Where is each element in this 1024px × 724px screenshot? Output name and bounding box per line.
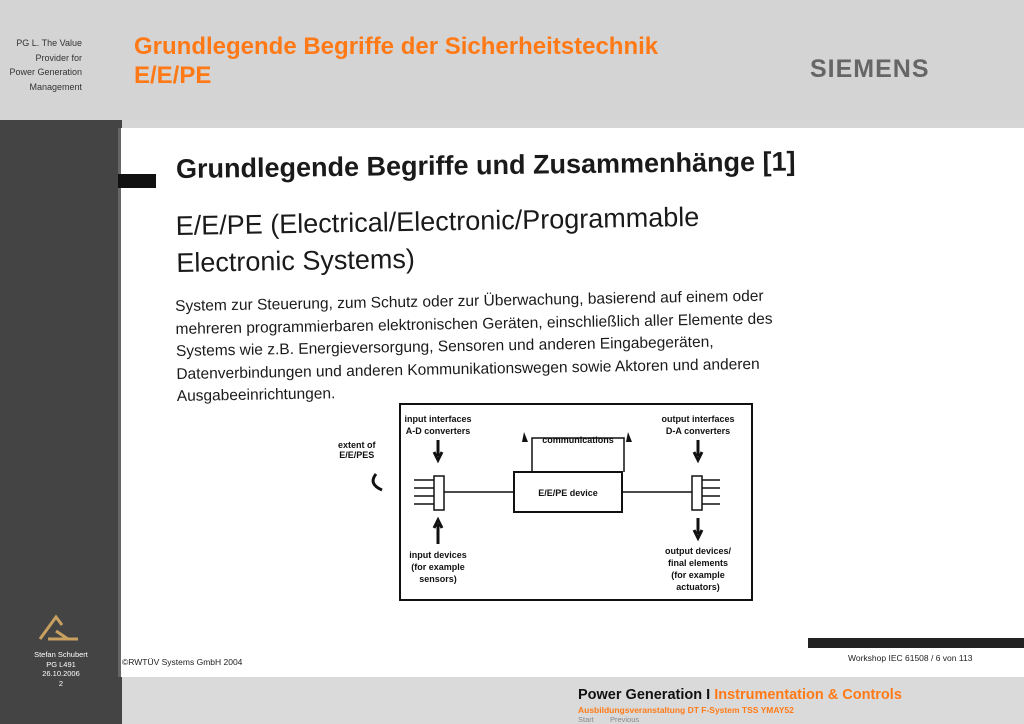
svg-text:sensors): sensors): [419, 574, 457, 584]
communications-label: communications: [542, 435, 614, 445]
nav-previous-link[interactable]: Previous: [609, 715, 640, 724]
footer-title: Power Generation I Instrumentation & Controls: [578, 687, 902, 703]
slide-info: Stefan Schubert PG L491 26.10.2006 2: [34, 650, 88, 688]
svg-text:final elements: final elements: [667, 558, 729, 568]
tagline: PG L. The Value Provider for Power Generation Management: [9, 38, 82, 92]
scan-edge: [118, 128, 121, 677]
nav-start-link[interactable]: Start: [578, 715, 594, 724]
copyright: ©RWTÜV Systems GmbH 2004: [122, 657, 243, 667]
up-arrow-icon: [434, 520, 442, 544]
scan-bottom-bar: [808, 638, 1024, 648]
slide-body: System zur Steuerung, zum Schutz oder zur Überwachung, basierend auf einem oder mehreren programmierbaren elektronischen Geräten, einschließlich aller Elemente des Systems wie z.B. Energieversorgung, Sensoren und anderen Eingabegeräten, Datenverbindungen und anderen Kommunikationswegen sowie Aktoren und anderen Ausgabeeinrichtungen.: [175, 287, 773, 405]
header: [0, 0, 1024, 120]
input-devices-label: input devices: [409, 550, 467, 560]
ee-pe-diagram: [348, 394, 808, 606]
page-title: Grundlegende Begriffe der Sicherheitstechnik E/E/PE: [134, 33, 659, 89]
down-arrow-icon: [694, 440, 702, 460]
output-devices-label: output devices/: [664, 546, 732, 556]
siemens-logo: SIEMENS: [810, 55, 930, 83]
slide-subheading: E/E/PE (Electrical/Electronic/Programmable Electronic Systems): [175, 201, 700, 278]
da-converters-label: D-A converters: [665, 426, 731, 436]
extent-arrow-icon: [373, 474, 382, 490]
output-interface-block: [692, 476, 702, 510]
down-arrow-icon: [694, 518, 702, 538]
output-interfaces-label: output interfaces: [661, 414, 735, 424]
footer-course: Ausbildungsveranstaltung DT F-System TSS YMAY52: [578, 705, 794, 715]
svg-text:(for example: (for example: [411, 562, 465, 572]
input-interface-block: [434, 476, 444, 510]
ad-converters-label: A-D converters: [405, 426, 471, 436]
slide-heading: Grundlegende Begriffe und Zusammenhänge [1]: [175, 146, 796, 184]
svg-text:actuators): actuators): [676, 582, 720, 592]
scanned-slide: [118, 128, 1024, 677]
workshop-label: Workshop IEC 61508 / 6 von 113: [848, 653, 973, 663]
svg-text:(for example: (for example: [671, 570, 725, 580]
pg-logo-icon: [38, 613, 80, 645]
down-arrow-icon: [434, 440, 442, 460]
input-interfaces-label: input interfaces: [404, 414, 472, 424]
scan-mark: [118, 174, 156, 188]
slide-nav: [578, 715, 653, 724]
device-label: E/E/PE device: [538, 488, 598, 498]
extent-label: extent of E/E/PES: [338, 440, 376, 460]
